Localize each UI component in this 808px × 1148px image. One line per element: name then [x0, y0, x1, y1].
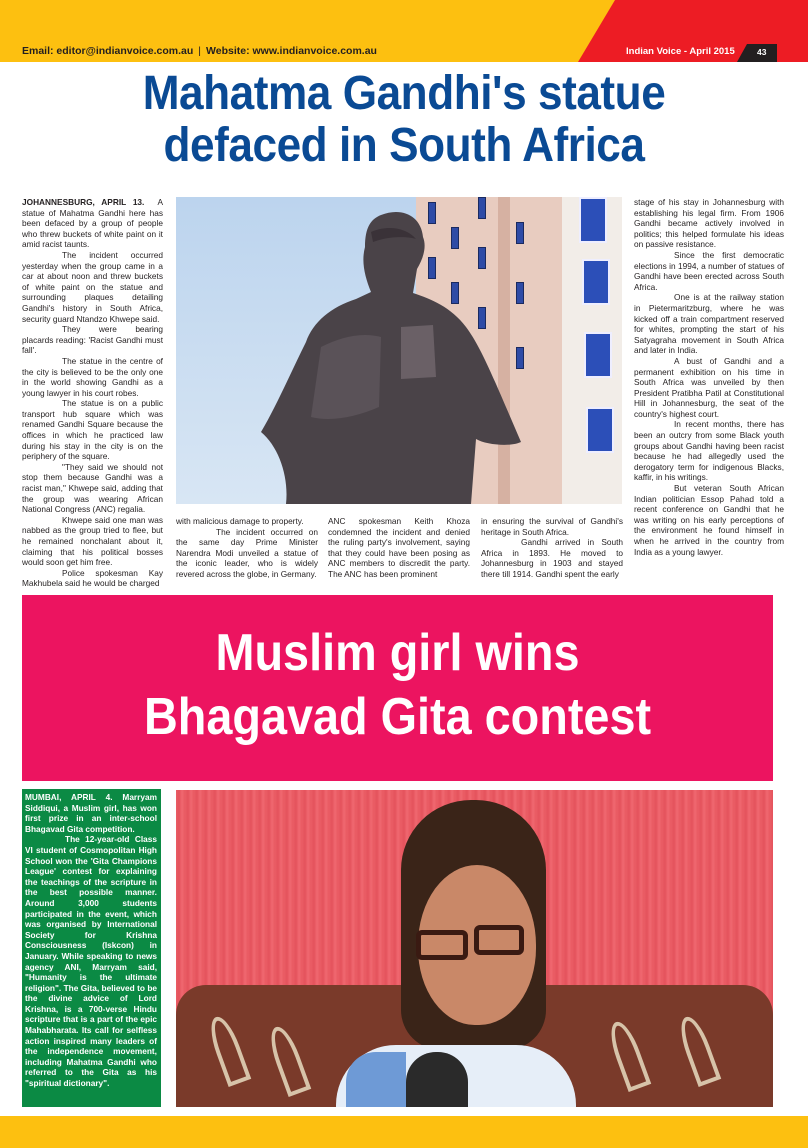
glasses-icon: [474, 925, 524, 955]
article2-headline-banner: [22, 595, 773, 781]
article1-para: The incident occurred on the same day Prime Minister Narendra Modi unveiled a statue of the iconic leader, who is widely revered across the globe, in Germany.: [176, 526, 318, 579]
article2-para: MUMBAI, APRIL 4. Marryam Siddiqui, a Muslim girl, has won first prize in an inter-school Bhagavad Gita competition.: [25, 792, 157, 834]
article1-para: stage of his stay in Johannesburg with establishing his legal firm. From 1906 Gandhi became actively involved in politics; this helped formulate his ideas on passive resistance.: [634, 197, 784, 250]
contact-separator: |: [198, 45, 202, 57]
article1-column-5: [634, 197, 784, 557]
article1-para: The incident occurred yesterday when the group came in a car at about noon and threw buckets of white paint on the statue and surrounding plaques detailing Gandhi's history in South Africa, security guard Ntandzo Khwepe said.: [22, 249, 163, 324]
article2-headline-line1: Muslim girl wins: [215, 624, 580, 682]
article1-para: "They said we should not stop them because Gandhi was a racist man," Khwepe said, adding that the group was wearing African National Congress (ANC) regalia.: [22, 461, 163, 515]
article1-para: ANC spokesman Keith Khoza condemned the incident and denied the ruling party's involvement, saying that they could have been posing as ANC members to discredit the party. The ANC has been prominent: [328, 516, 470, 579]
website-link[interactable]: Website: www.indianvoice.com.au: [206, 45, 377, 57]
article1-para: A bust of Gandhi and a permanent exhibition on his time in South Africa was unveiled by then President Pratibha Patil at Constitutional Hill in Johannesburg, the seat of the country's highest court.: [634, 355, 784, 419]
email-link[interactable]: Email: editor@indianvoice.com.au: [22, 45, 194, 57]
article1-column-3: [328, 516, 470, 580]
article1-headline-line1: Mahatma Gandhi's statue: [142, 67, 666, 120]
issue-label: Indian Voice - April 2015: [626, 46, 735, 57]
article1-para: In recent months, there has been an outcry from some Black youth groups about Gandhi having been racist because he had allegedly used the derogatory term for indigenous Blacks, kaffir, in his writings.: [634, 419, 784, 483]
photo-window: [584, 332, 612, 378]
article1-para: [22, 197, 163, 250]
article1-dateline: JOHANNESBURG, APRIL 13.: [22, 197, 145, 207]
article1-para: Gandhi arrived in South Africa in 1893. He moved to Johannesburg in 1903 and stayed there till 1914. Gandhi spent the early: [481, 537, 623, 579]
article1-para: Since the first democratic elections in 1994, a number of statues of Gandhi have been erected across South Africa.: [634, 249, 784, 292]
photo-window: [579, 197, 607, 243]
article1-para: They were bearing placards reading: 'Racist Gandhi must fall'.: [22, 324, 163, 356]
article1-column-2: [176, 516, 318, 580]
article1-para: with malicious damage to property.: [176, 516, 304, 526]
article1-para: in ensuring the survival of Gandhi's heritage in South Africa.: [481, 516, 623, 537]
article1-column-1: [22, 197, 163, 589]
photo-window: [586, 407, 614, 453]
statue-figure: [261, 207, 541, 504]
article1-para: One is at the railway station in Pietermaritzburg, where he was kicked off a train compartment reserved for whites, prompting the start of his Satyagraha movement in South Africa and later in India.: [634, 292, 784, 356]
article2-body-box: [22, 789, 161, 1107]
article2-para: The 12-year-old Class VI student of Cosmopolitan High School won the 'Gita Champions League' contest for explaining the teachings of the scripture in the best possible manner. Around 3,000 students participated in the event, which was organised by International Society for Krishna Consciousness (Iskcon) in January. While speaking to news agency ANI, Marryam said, "Humanity is the ultimate religion". The Gita, believed to be the divine advice of Lord Krishna, is a 700-verse Hindu scripture that is a part of the epic Mahabharata. Its call for selfless action inspired many leaders of the independence movement, including Mahatma Gandhi who referred to the Gita as his "spiritual dictionary".: [25, 834, 157, 1089]
article1-headline: [32, 68, 775, 172]
contact-info: [22, 45, 377, 57]
photo-window: [582, 259, 610, 305]
article1-para: The statue is on a public transport hub square which was renamed Gandhi Square because the offices in which he practiced law during his stay in the city is on the periphery of the square.: [22, 398, 163, 462]
article1-para: Khwepe said one man was nabbed as the group tried to flee, but he remained nonchalant about it, claiming that his political bosses would soon get him free.: [22, 514, 163, 568]
glasses-icon: [416, 930, 468, 960]
article1-para-text: A statue of Mahatma Gandhi here has been defaced by a group of people who threw buckets of white paint on it amid racist taunts.: [22, 197, 163, 250]
article2-headline: [60, 621, 736, 749]
article1-para: Police spokesman Kay Makhubela said he would be charged: [22, 567, 163, 589]
article1-para: The statue in the centre of the city is believed to be the only one in the world showing Gandhi as a young lawyer in his court robes.: [22, 355, 163, 398]
article1-para: But veteran South African Indian politician Essop Pahad told a recent conference on Gandhi that he was writing on his early perceptions of the environment he found himself in when he arrived in the country from India as a young lawyer.: [634, 483, 784, 557]
article1-column-4: [481, 516, 623, 580]
photo-collar: [346, 1052, 406, 1107]
footer-band: [0, 1116, 808, 1148]
article2-headline-line2: Bhagavad Gita contest: [143, 688, 652, 746]
marryam-photo: [176, 790, 773, 1107]
page-number: 43: [757, 47, 767, 57]
gandhi-statue-photo: [176, 197, 622, 504]
article1-headline-line2: defaced in South Africa: [163, 119, 645, 172]
microphone-icon: [406, 1052, 468, 1107]
